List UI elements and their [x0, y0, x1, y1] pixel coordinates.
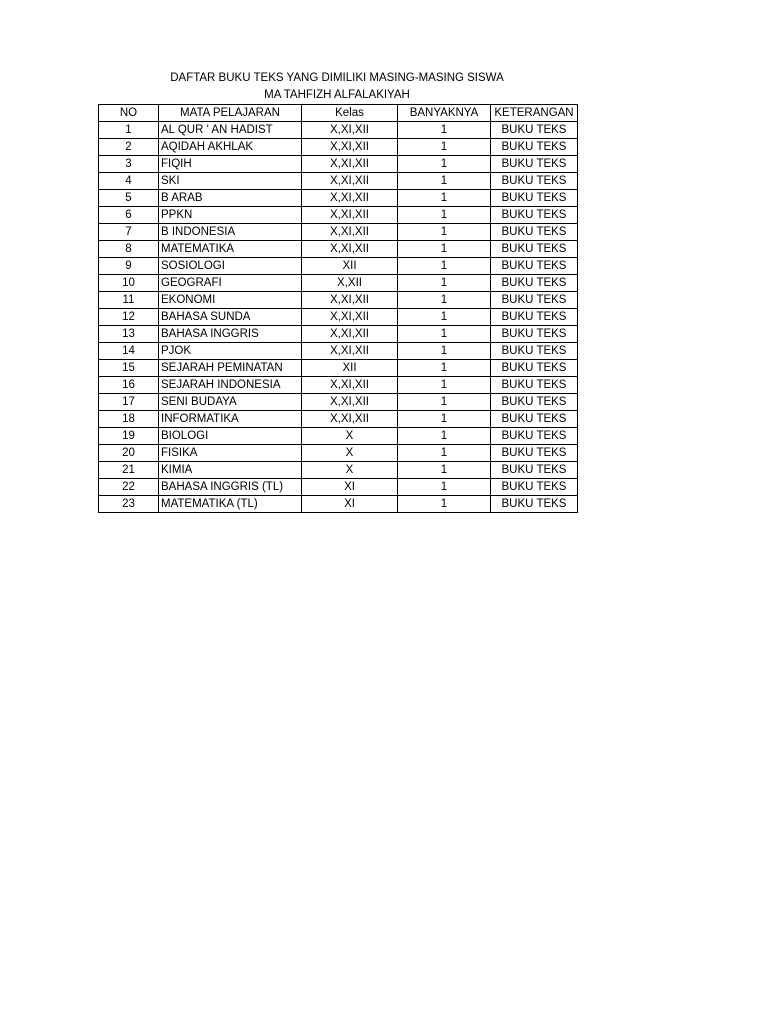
table-row	[99, 258, 578, 275]
class-cell: X,XI,XII	[302, 207, 398, 224]
table-row	[99, 224, 578, 241]
table-row	[99, 479, 578, 496]
subject-cell: PPKN	[159, 207, 302, 224]
row-number-cell: 12	[99, 309, 159, 326]
quantity-cell: 1	[398, 207, 491, 224]
subject-cell: KIMIA	[159, 462, 302, 479]
header-row	[99, 105, 578, 122]
quantity-cell: 1	[398, 377, 491, 394]
header-no: NO	[99, 105, 159, 122]
quantity-cell: 1	[398, 173, 491, 190]
class-cell: X,XI,XII	[302, 156, 398, 173]
table-body	[99, 122, 578, 513]
subject-cell: B ARAB	[159, 190, 302, 207]
table-row	[99, 428, 578, 445]
class-cell: XI	[302, 479, 398, 496]
row-number-cell: 18	[99, 411, 159, 428]
quantity-cell: 1	[398, 326, 491, 343]
subject-cell: SENI BUDAYA	[159, 394, 302, 411]
quantity-cell: 1	[398, 411, 491, 428]
subject-cell: BAHASA SUNDA	[159, 309, 302, 326]
table-row	[99, 496, 578, 513]
remarks-cell: BUKU TEKS	[491, 224, 578, 241]
quantity-cell: 1	[398, 241, 491, 258]
class-cell: X	[302, 428, 398, 445]
class-cell: X	[302, 462, 398, 479]
subject-cell: BAHASA INGGRIS	[159, 326, 302, 343]
row-number-cell: 6	[99, 207, 159, 224]
remarks-cell: BUKU TEKS	[491, 394, 578, 411]
textbook-table	[98, 104, 578, 513]
quantity-cell: 1	[398, 479, 491, 496]
remarks-cell: BUKU TEKS	[491, 309, 578, 326]
table-row	[99, 343, 578, 360]
row-number-cell: 9	[99, 258, 159, 275]
remarks-cell: BUKU TEKS	[491, 411, 578, 428]
class-cell: X,XI,XII	[302, 326, 398, 343]
row-number-cell: 19	[99, 428, 159, 445]
class-cell: X,XI,XII	[302, 122, 398, 139]
document-title: DAFTAR BUKU TEKS YANG DIMILIKI MASING-MASING SISWA	[170, 72, 504, 84]
class-cell: X,XI,XII	[302, 224, 398, 241]
subject-cell: B INDONESIA	[159, 224, 302, 241]
quantity-cell: 1	[398, 462, 491, 479]
row-number-cell: 7	[99, 224, 159, 241]
subject-cell: SOSIOLOGI	[159, 258, 302, 275]
row-number-cell: 13	[99, 326, 159, 343]
subject-cell: FISIKA	[159, 445, 302, 462]
class-cell: X,XI,XII	[302, 292, 398, 309]
quantity-cell: 1	[398, 394, 491, 411]
remarks-cell: BUKU TEKS	[491, 275, 578, 292]
remarks-cell: BUKU TEKS	[491, 292, 578, 309]
row-number-cell: 17	[99, 394, 159, 411]
subject-cell: BAHASA INGGRIS (TL)	[159, 479, 302, 496]
row-number-cell: 8	[99, 241, 159, 258]
row-number-cell: 4	[99, 173, 159, 190]
remarks-cell: BUKU TEKS	[491, 343, 578, 360]
table-row	[99, 275, 578, 292]
table-row	[99, 292, 578, 309]
table-row	[99, 156, 578, 173]
table-row	[99, 122, 578, 139]
quantity-cell: 1	[398, 275, 491, 292]
table-row	[99, 377, 578, 394]
remarks-cell: BUKU TEKS	[491, 258, 578, 275]
remarks-cell: BUKU TEKS	[491, 479, 578, 496]
table-row	[99, 445, 578, 462]
subject-cell: SEJARAH PEMINATAN	[159, 360, 302, 377]
header-quantity: BANYAKNYA	[398, 105, 491, 122]
table-row	[99, 309, 578, 326]
table-row	[99, 394, 578, 411]
class-cell: XI	[302, 496, 398, 513]
class-cell: X,XI,XII	[302, 190, 398, 207]
quantity-cell: 1	[398, 428, 491, 445]
subject-cell: MATEMATIKA	[159, 241, 302, 258]
row-number-cell: 3	[99, 156, 159, 173]
remarks-cell: BUKU TEKS	[491, 326, 578, 343]
table-row	[99, 139, 578, 156]
quantity-cell: 1	[398, 224, 491, 241]
remarks-cell: BUKU TEKS	[491, 428, 578, 445]
remarks-cell: BUKU TEKS	[491, 445, 578, 462]
subject-cell: SEJARAH INDONESIA	[159, 377, 302, 394]
row-number-cell: 10	[99, 275, 159, 292]
row-number-cell: 22	[99, 479, 159, 496]
quantity-cell: 1	[398, 496, 491, 513]
class-cell: X,XI,XII	[302, 241, 398, 258]
remarks-cell: BUKU TEKS	[491, 462, 578, 479]
table-row	[99, 241, 578, 258]
row-number-cell: 5	[99, 190, 159, 207]
class-cell: X,XI,XII	[302, 139, 398, 156]
remarks-cell: BUKU TEKS	[491, 377, 578, 394]
school-name: MA TAHFIZH ALFALAKIYAH	[264, 89, 410, 101]
table-row	[99, 190, 578, 207]
row-number-cell: 16	[99, 377, 159, 394]
subject-cell: PJOK	[159, 343, 302, 360]
class-cell: X,XI,XII	[302, 394, 398, 411]
document-title-block	[98, 70, 576, 104]
remarks-cell: BUKU TEKS	[491, 241, 578, 258]
subject-cell: SKI	[159, 173, 302, 190]
table-row	[99, 173, 578, 190]
row-number-cell: 1	[99, 122, 159, 139]
class-cell: X,XI,XII	[302, 343, 398, 360]
quantity-cell: 1	[398, 360, 491, 377]
table-row	[99, 462, 578, 479]
class-cell: X,XI,XII	[302, 173, 398, 190]
class-cell: X	[302, 445, 398, 462]
remarks-cell: BUKU TEKS	[491, 190, 578, 207]
row-number-cell: 21	[99, 462, 159, 479]
remarks-cell: BUKU TEKS	[491, 173, 578, 190]
quantity-cell: 1	[398, 309, 491, 326]
quantity-cell: 1	[398, 139, 491, 156]
remarks-cell: BUKU TEKS	[491, 122, 578, 139]
table-row	[99, 207, 578, 224]
class-cell: X,XI,XII	[302, 377, 398, 394]
quantity-cell: 1	[398, 156, 491, 173]
quantity-cell: 1	[398, 292, 491, 309]
header-class: Kelas	[302, 105, 398, 122]
class-cell: X,XI,XII	[302, 309, 398, 326]
table-header	[99, 105, 578, 122]
remarks-cell: BUKU TEKS	[491, 496, 578, 513]
quantity-cell: 1	[398, 122, 491, 139]
quantity-cell: 1	[398, 190, 491, 207]
row-number-cell: 2	[99, 139, 159, 156]
subject-cell: AQIDAH AKHLAK	[159, 139, 302, 156]
row-number-cell: 15	[99, 360, 159, 377]
quantity-cell: 1	[398, 445, 491, 462]
remarks-cell: BUKU TEKS	[491, 139, 578, 156]
quantity-cell: 1	[398, 258, 491, 275]
header-subject: MATA PELAJARAN	[159, 105, 302, 122]
subject-cell: BIOLOGI	[159, 428, 302, 445]
class-cell: X,XII	[302, 275, 398, 292]
row-number-cell: 23	[99, 496, 159, 513]
subject-cell: AL QUR ' AN HADIST	[159, 122, 302, 139]
class-cell: XII	[302, 360, 398, 377]
quantity-cell: 1	[398, 343, 491, 360]
remarks-cell: BUKU TEKS	[491, 156, 578, 173]
row-number-cell: 11	[99, 292, 159, 309]
subject-cell: FIQIH	[159, 156, 302, 173]
table-row	[99, 411, 578, 428]
row-number-cell: 20	[99, 445, 159, 462]
subject-cell: EKONOMI	[159, 292, 302, 309]
class-cell: XII	[302, 258, 398, 275]
class-cell: X,XI,XII	[302, 411, 398, 428]
subject-cell: GEOGRAFI	[159, 275, 302, 292]
header-remarks: KETERANGAN	[491, 105, 578, 122]
remarks-cell: BUKU TEKS	[491, 207, 578, 224]
subject-cell: MATEMATIKA (TL)	[159, 496, 302, 513]
subject-cell: INFORMATIKA	[159, 411, 302, 428]
row-number-cell: 14	[99, 343, 159, 360]
remarks-cell: BUKU TEKS	[491, 360, 578, 377]
table-row	[99, 360, 578, 377]
table-row	[99, 326, 578, 343]
